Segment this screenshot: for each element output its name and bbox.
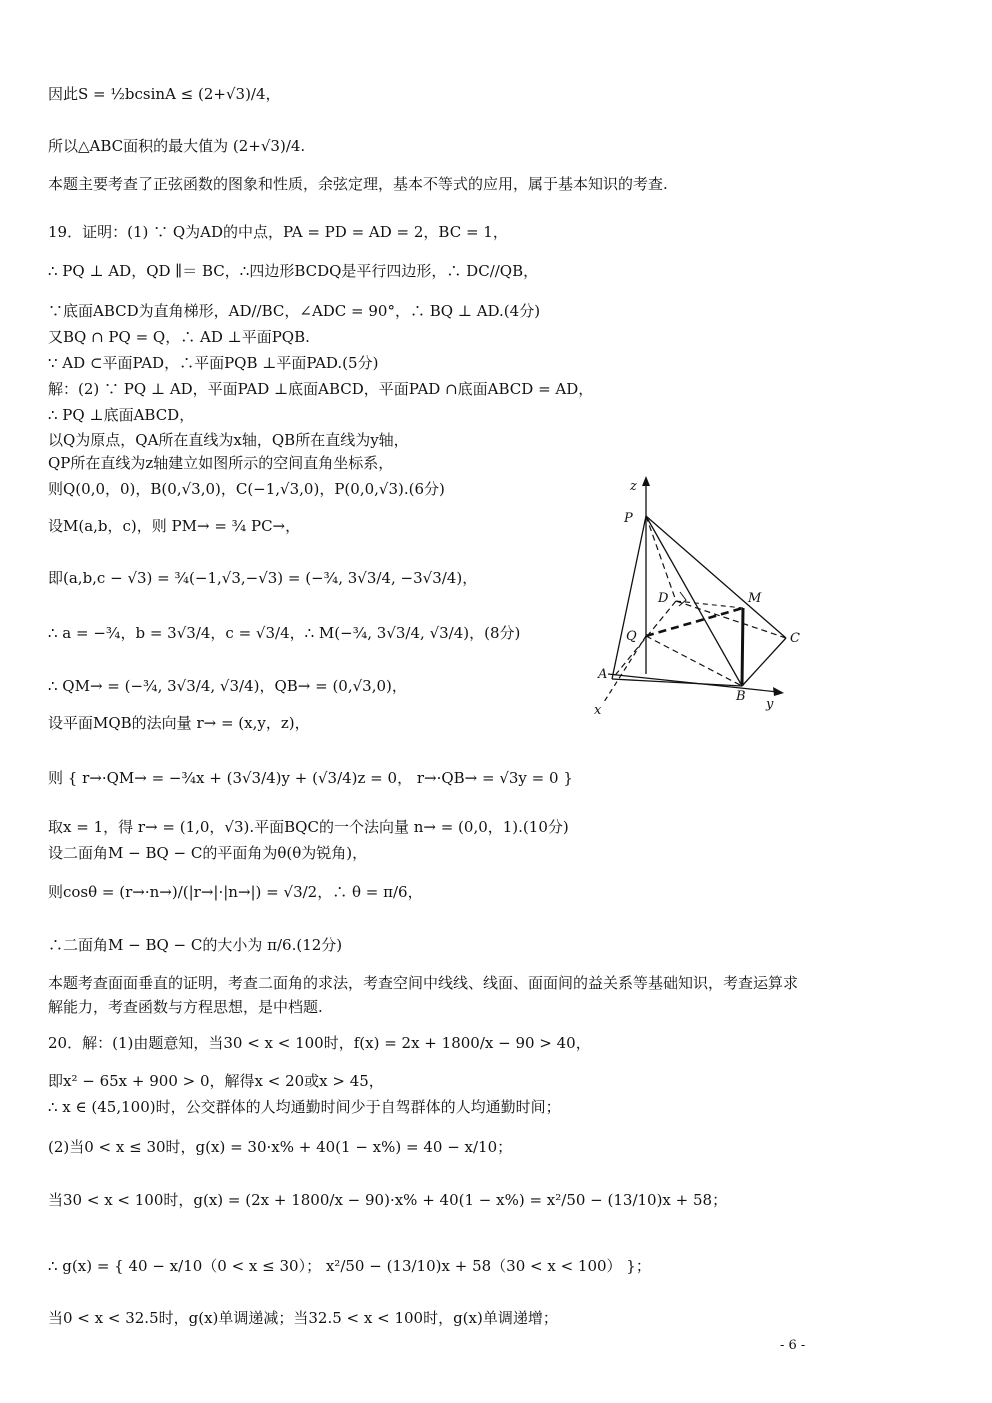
text-line-22: 则cosθ = (r→·n→)/(|r→|·|n→|) = √3/2，∴ θ = π/6， xyxy=(48,883,423,901)
text-line-28: (2)当0 < x ≤ 30时，g(x) = 30·x% + 40(1 − x%) = 40 − x/10； xyxy=(48,1138,513,1156)
text-line-31: 当0 < x < 32.5时，g(x)单调递减；当32.5 < x < 100时，g(x)单调递增； xyxy=(48,1309,558,1327)
text-line-6: ∵底面ABCD为直角梯形，AD//BC，∠ADC = 90°，∴ BQ ⊥ AD.(4分) xyxy=(48,302,541,320)
text-line-14: 设M(a,b，c)，则 PM→ = ¾ PC→， xyxy=(48,517,301,535)
edge-AB xyxy=(612,679,742,686)
text-line-16: ∴ a = −¾，b = 3√3/4，c = √3/4，∴ M(−¾, 3√3/4, √3/4)，(8分) xyxy=(48,624,521,642)
text-line-25: 20．解：(1)由题意知，当30 < x < 100时，f(x) = 2x + 1800/x − 90 > 40， xyxy=(48,1034,591,1052)
text-line-20: 取x = 1，得 r→ = (1,0，√3).平面BQC的一个法向量 n→ = (0,0，1).(10分) xyxy=(48,818,569,836)
text-line-9: 解：(2) ∵ PQ ⊥ AD，平面PAD ⊥底面ABCD，平面PAD ∩底面ABCD = AD， xyxy=(48,380,594,398)
label-D: D xyxy=(658,591,669,606)
text-line-27: ∴ x ∈ (45,100)时，公交群体的人均通勤时间少于自驾群体的人均通勤时间； xyxy=(48,1098,561,1116)
label-P: P xyxy=(624,511,633,526)
z-arrow xyxy=(642,476,650,486)
label-B: B xyxy=(736,689,746,704)
text-line-1: 因此S = ½bcsinA ≤ (2+√3)/4， xyxy=(48,85,281,103)
text-line-21: 设二面角M − BQ − C的平面角为θ(θ为锐角)， xyxy=(48,844,368,862)
label-z: z xyxy=(630,479,637,494)
text-paragraph-summary: 本题考查面面垂直的证明，考查二面角的求法，考查空间中线线、线面、面面间的益关系等基础知识，考查运算求解能力，考查函数与方程思想，是中档题. xyxy=(48,974,799,1016)
text-line-8: ∵ AD ⊂平面PAD，∴平面PQB ⊥平面PAD.(5分) xyxy=(48,354,379,372)
text-line-17: ∴ QM→ = (−¾, 3√3/4, √3/4)，QB→ = (0,√3,0)， xyxy=(48,677,407,695)
text-line-26: 即x² − 65x + 900 > 0，解得x < 20或x > 45， xyxy=(48,1072,384,1090)
text-line-10: ∴ PQ ⊥底面ABCD， xyxy=(48,406,195,424)
y-arrow xyxy=(773,687,784,696)
page-number: - 6 - xyxy=(780,1338,806,1353)
text-line-11: 以Q为原点，QA所在直线为x轴，QB所在直线为y轴， xyxy=(48,431,409,449)
text-line-23: ∴二面角M − BQ − C的大小为 π/6.(12分) xyxy=(48,936,343,954)
right-angle-mark xyxy=(679,592,686,606)
edge-PA xyxy=(612,516,646,679)
text-line-29: 当30 < x < 100时，g(x) = (2x + 1800/x − 90)·x% + 40(1 − x%) = x²/50 − (13/10)x + 58； xyxy=(48,1191,728,1209)
label-M: M xyxy=(748,591,762,606)
label-y: y xyxy=(766,697,774,712)
label-A: A xyxy=(598,667,608,682)
x-axis xyxy=(604,636,646,702)
label-C: C xyxy=(790,631,800,646)
text-line-2: 所以△ABC面积的最大值为 (2+√3)/4. xyxy=(48,137,306,155)
label-Q: Q xyxy=(626,629,637,644)
text-line-15: 即(a,b,c − √3) = ¾(−1,√3,−√3) = (−¾, 3√3/4, −3√3/4)， xyxy=(48,569,478,587)
pyramid-figure xyxy=(588,474,818,719)
text-line-3: 本题主要考查了正弦函数的图象和性质，余弦定理，基本不等式的应用，属于基本知识的考查. xyxy=(48,175,668,193)
text-line-13: 则Q(0,0，0)，B(0,√3,0)，C(−1,√3,0)，P(0,0,√3).(6分) xyxy=(48,480,445,498)
edge-DA xyxy=(612,601,676,679)
text-line-4: 19．证明：(1) ∵ Q为AD的中点，PA = PD = AD = 2，BC = 1， xyxy=(48,223,508,241)
text-line-30: ∴ g(x) = { 40 − x/10（0 < x ≤ 30）； x²/50 − (13/10)x + 58（30 < x < 100） }； xyxy=(48,1257,651,1275)
label-x: x xyxy=(594,703,602,718)
segment-MB xyxy=(742,608,743,686)
segment-QM xyxy=(646,608,743,636)
text-line-5: ∴ PQ ⊥ AD，QD ∥＝ BC，∴四边形BCDQ是平行四边形，∴ DC//QB， xyxy=(48,262,539,280)
text-line-19: 则 { r→·QM→ = −¾x + (3√3/4)y + (√3/4)z = 0， r→·QB→ = √3y = 0 } xyxy=(48,769,573,787)
text-line-12: QP所在直线为z轴建立如图所示的空间直角坐标系， xyxy=(48,454,394,472)
text-line-7: 又BQ ∩ PQ = Q，∴ AD ⊥平面PQB. xyxy=(48,328,310,346)
text-line-18: 设平面MQB的法向量 r→ = (x,y，z)， xyxy=(48,714,310,732)
edge-BC xyxy=(742,638,786,686)
